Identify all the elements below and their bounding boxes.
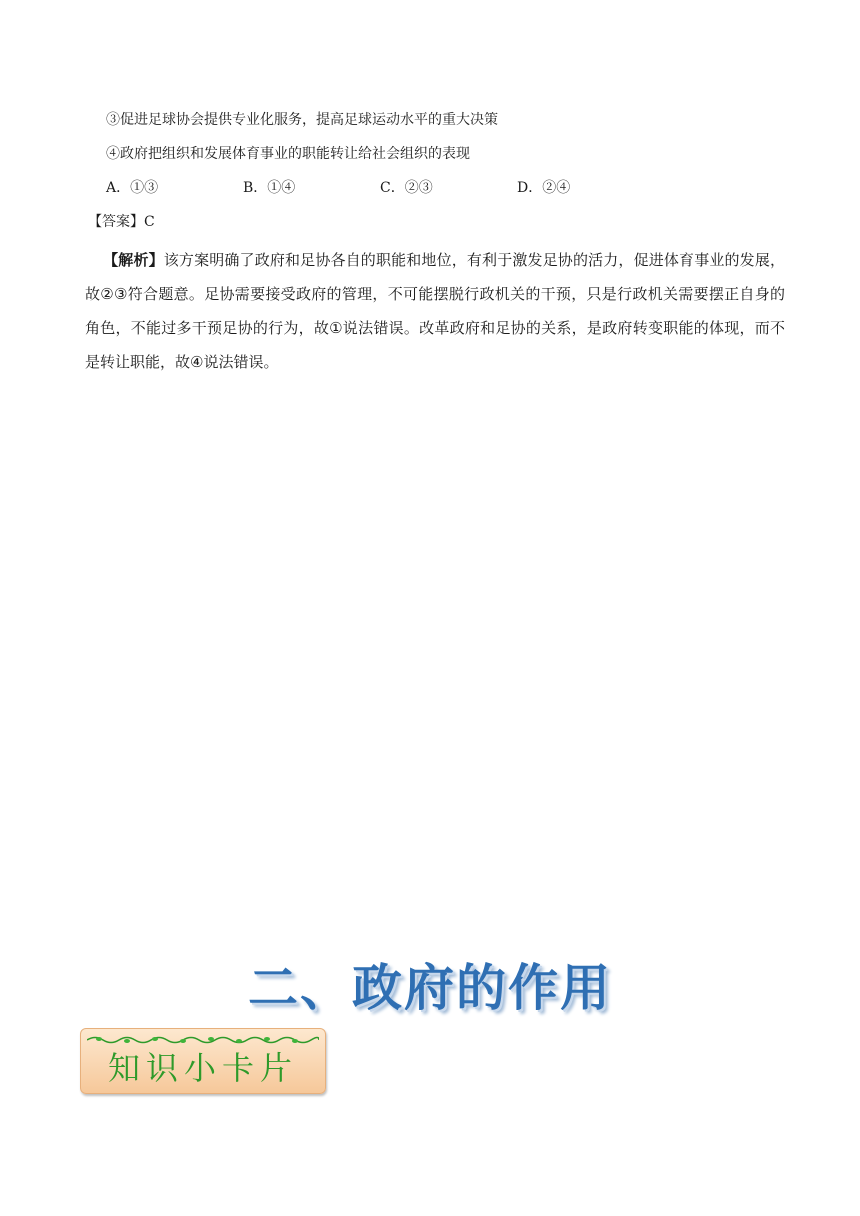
knowledge-card-banner — [80, 1028, 326, 1094]
vine-decoration-icon — [87, 1035, 319, 1045]
statement-4: ④政府把组织和发展体育事业的职能转让给社会组织的表现 — [106, 146, 470, 162]
option-d: D．②④ — [517, 180, 571, 196]
section-title: 二、政府的作用 — [248, 959, 612, 1017]
knowledge-card-label: 知识小卡片 — [107, 1049, 298, 1087]
statement-3: ③促进足球协会提供专业化服务，提高足球运动水平的重大决策 — [106, 112, 498, 128]
analysis-tag: 【解析】 — [103, 251, 164, 269]
analysis-text: 该方案明确了政府和足协各自的职能和地位，有利于激发足协的活力，促进体育事业的发展，故②③符合题意。足协需要接受政府的管理，不可能摆脱行政机关的干预，只是行政机关需要摆正自身的角色，不能过多干预足协的行为，故①说法错误。改革政府和足协的关系，是政府转变职能的体现，而不是转让职能，故④说法错误。 — [85, 251, 785, 371]
option-c: C．②③ — [380, 180, 433, 196]
analysis-paragraph — [85, 243, 785, 379]
option-b: B．①④ — [243, 180, 296, 196]
option-a: A．①③ — [106, 180, 159, 196]
answer-line: 【答案】C — [88, 214, 155, 230]
